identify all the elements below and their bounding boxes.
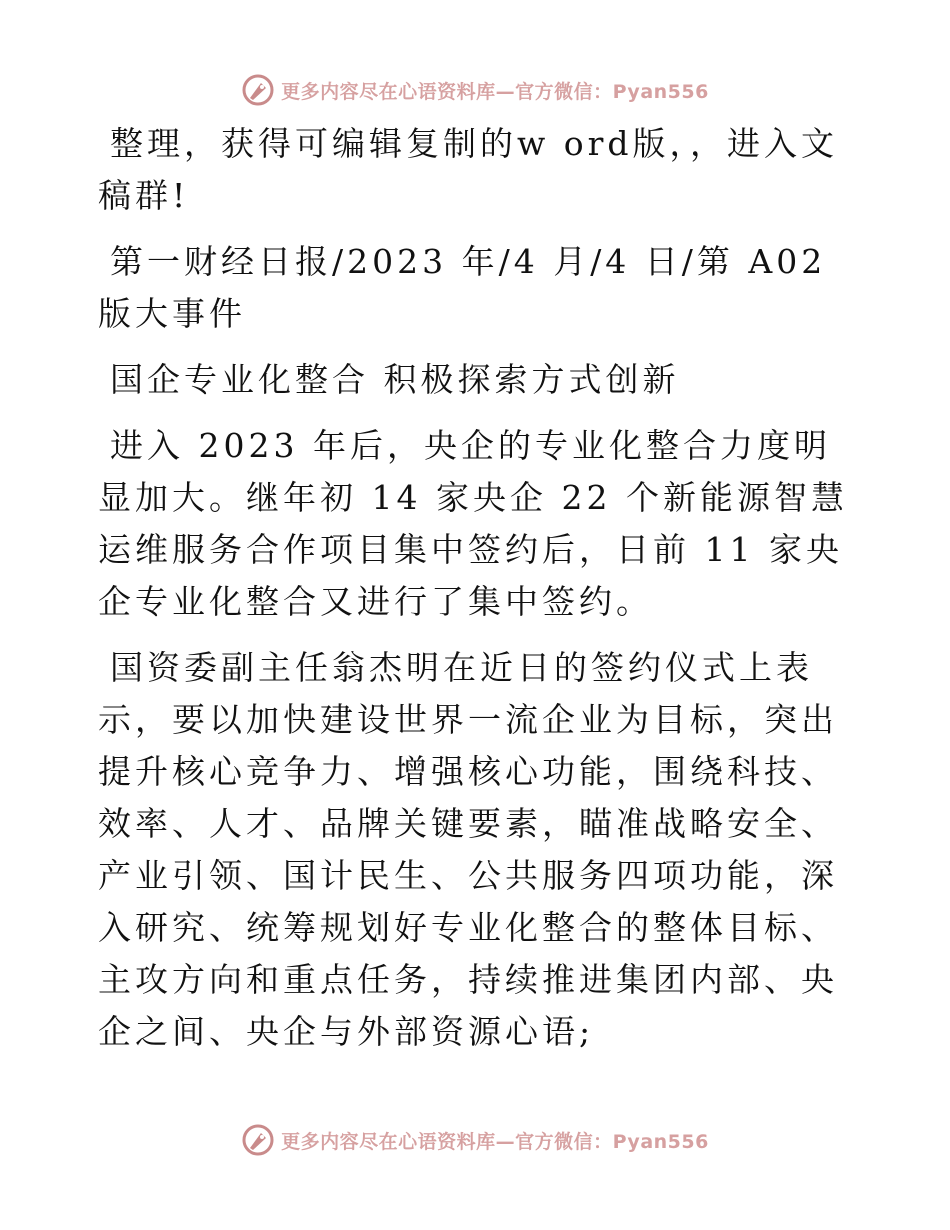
paragraph-text: 进入 2023 年后，央企的专业化整合力度明显加大。继年初 14 家央企 22 个新能源智慧运维服务合作项目集中签约后，日前 11 家央企专业化整合又进行了集中签约。 xyxy=(98,426,848,621)
header-watermark xyxy=(0,70,950,110)
paragraph-body-2 xyxy=(98,642,858,1058)
paragraph-body-1 xyxy=(98,420,858,628)
footer-watermark xyxy=(0,1120,950,1160)
paragraph-text: 第一财经日报/2023 年/4 月/4 日/第 A02 版大事件 xyxy=(98,242,827,333)
watermark-text: 更多内容尽在心语资料库—官方微信：Pyan556 xyxy=(281,80,709,103)
article-title xyxy=(98,354,858,406)
paragraph-text: 国企专业化整合 积极探索方式创新 xyxy=(110,360,680,399)
paragraph-text: 国资委副主任翁杰明在近日的签约仪式上表示，要以加快建设世界一流企业为目标，突出提升核心竞争力、增强核心功能，围绕科技、效率、人才、品牌关键要素，瞄准战略安全、产业引领、国计民生、公共服务四项功能，深入研究、统筹规划好专业化整合的整体目标、主攻方向和重点任务，持续推进集团内部、央企之间、央企与外部资源心语; xyxy=(98,648,838,1051)
paragraph-intro xyxy=(98,118,858,222)
watermark-text: 更多内容尽在心语资料库—官方微信：Pyan556 xyxy=(281,1130,709,1153)
pen-nib-circle-icon xyxy=(241,1123,275,1157)
pen-nib-circle-icon xyxy=(241,73,275,107)
paragraph-text: 整理，获得可编辑复制的w ord版，，进入文稿群! xyxy=(98,124,839,215)
document-body xyxy=(98,118,858,1072)
paragraph-source xyxy=(98,236,858,340)
